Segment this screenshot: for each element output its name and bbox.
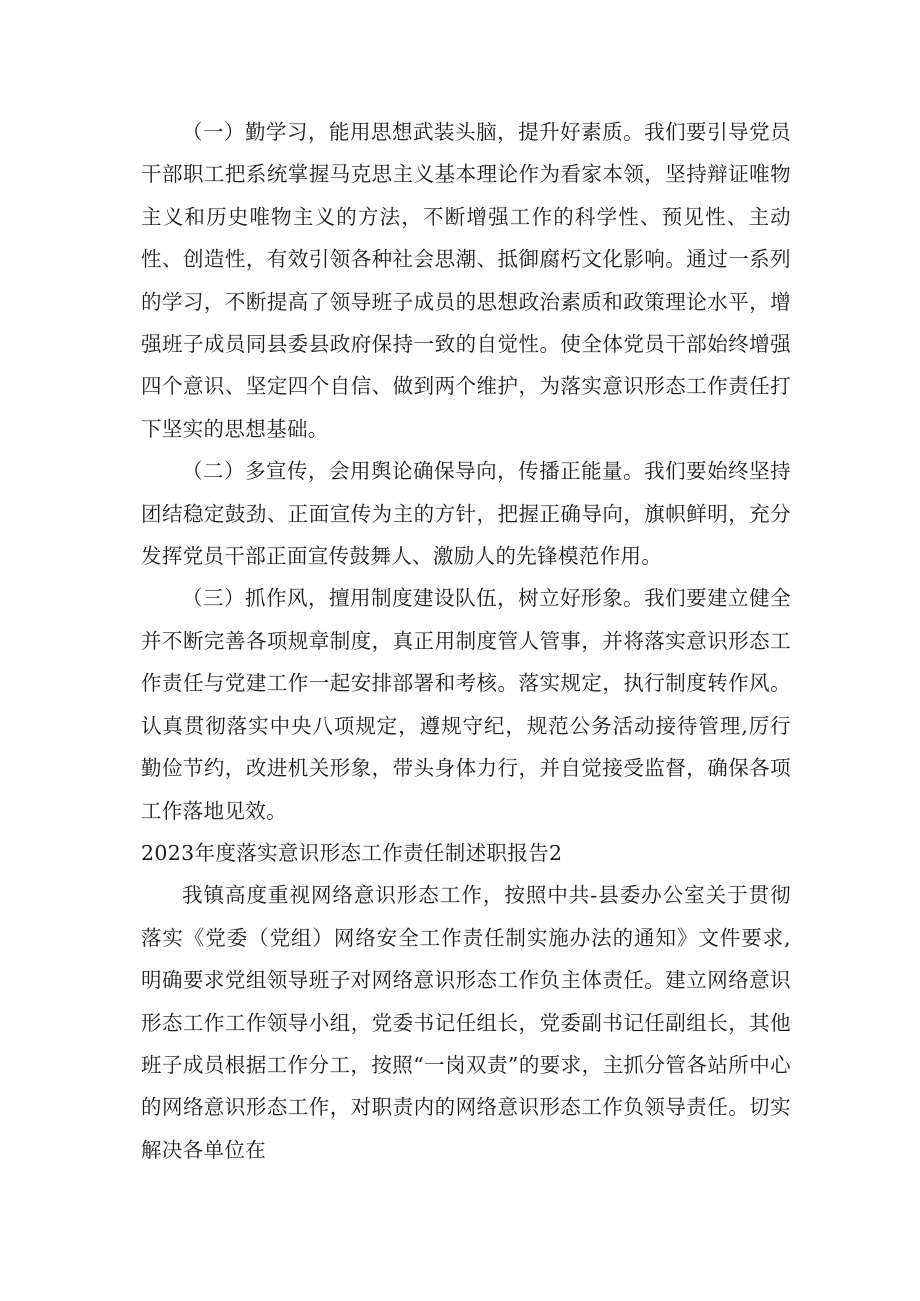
paragraph-network-ideology: 我镇高度重视网络意识形态工作，按照中共-县委办公室关于贯彻落实《党委（党组）网络安全工作责任制实施办法的通知》文件要求,明确要求党组领导班子对网络意识形态工作负主体责任。建立网络意识形态工作工作领导小组，党委书记任组长，党委副书记任副组长，其他班子成员根据工作分工，按照“一岗双责”的要求，主抓分管各站所中心的网络意识形态工作，对职责内的网络意识形态工作负领导责任。切实解决各单位在	[141, 883, 791, 1162]
document-body	[141, 111, 791, 1171]
paragraph-study: （一）勤学习，能用思想武装头脑，提升好素质。我们要引导党员干部职工把系统掌握马克思主义基本理论作为看家本领，坚持辩证唯物主义和历史唯物主义的方法，不断增强工作的科学性、预见性、主动性、创造性，有效引领各种社会思潮、抵御腐朽文化影响。通过一系列的学习，不断提高了领导班子成员的思想政治素质和政策理论水平，增强班子成员同县委县政府保持一致的自觉性。使全体党员干部始终增强四个意识、坚定四个自信、做到两个维护，为落实意识形态工作责任打下坚实的思想基础。	[141, 120, 791, 441]
section-title: 2023年度落实意识形态工作责任制述职报告2	[141, 840, 563, 865]
paragraph-publicity: （二）多宣传，会用舆论确保导向，传播正能量。我们要始终坚持团结稳定鼓劲、正面宣传为主的方针，把握正确导向，旗帜鲜明，充分发挥党员干部正面宣传鼓舞人、激励人的先锋模范作用。	[141, 459, 791, 569]
paragraph-work-style: （三）抓作风，擅用制度建设队伍，树立好形象。我们要建立健全并不断完善各项规章制度，真正用制度管人管事，并将落实意识形态工作责任与党建工作一起安排部署和考核。落实规定，执行制度转作风。认真贯彻落实中央八项规定，遵规守纪，规范公务活动接待管理,厉行勤俭节约，改进机关形象，带头身体力行，并自觉接受监督，确保各项工作落地见效。	[141, 586, 791, 823]
